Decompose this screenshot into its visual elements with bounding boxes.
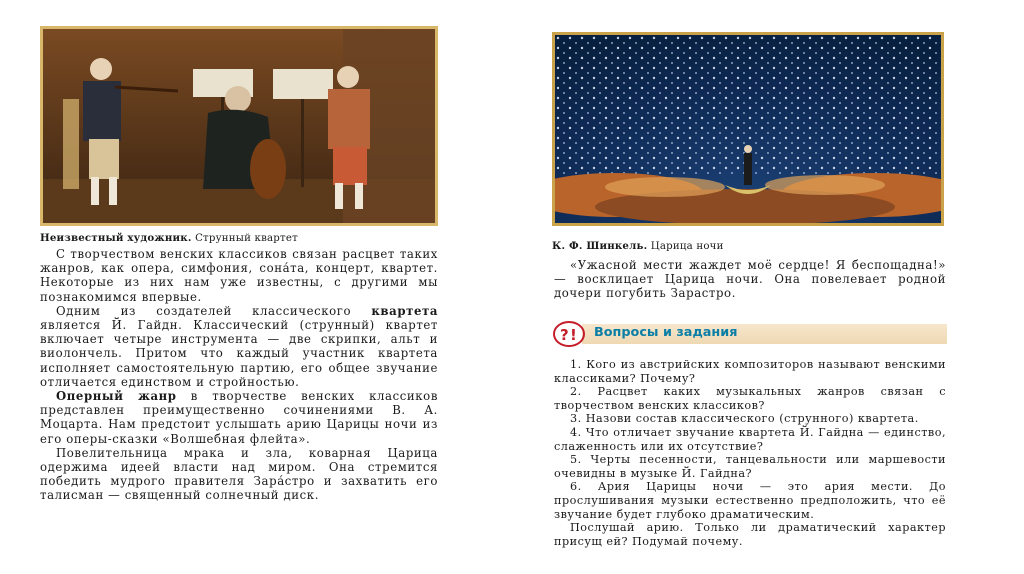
paragraph-text: С творчеством венских классиков связан расцвет таких жанров, как опера, симфония, сона́та, концерт, квартет. Некоторые из них нам уже известны, с другими мы познакомимся впервые.	[40, 247, 438, 304]
questions-section-header	[552, 320, 947, 348]
body-paragraph	[40, 446, 438, 503]
body-paragraph	[40, 247, 438, 304]
question-item: 1. Кого из австрийских композиторов называют венскими классиками? Почему?	[554, 358, 946, 385]
starry-dome-illustration	[555, 35, 941, 223]
question-item: 2. Расцвет каких музыкальных жанров связан с творчеством венских классиков?	[554, 385, 946, 412]
section-title: Вопросы и задания	[594, 325, 738, 340]
queen-of-night-painting	[552, 32, 944, 226]
body-paragraph	[40, 304, 438, 389]
right-body-text	[554, 258, 946, 301]
question-item: Послушай арию. Только ли драматический характер присущ ей? Подумай почему.	[554, 521, 946, 548]
left-page	[38, 18, 443, 568]
question-exclamation-icon	[552, 320, 586, 348]
painting-caption	[40, 232, 298, 244]
paragraph-text: Одним из создателей классического	[56, 303, 372, 318]
question-item: 4. Что отличает звучание квартета Й. Гайдна — единство, слаженность или их отсутствие?	[554, 425, 946, 453]
paragraph-text: Повелительница мрака и зла, коварная Царица одержима идеей власти над миром. Она стремится победить мудрого правителя Зара́стро и захватить его талисман — священный солнечный диск.	[40, 445, 438, 503]
painting-caption-right	[552, 240, 724, 252]
questions-list	[554, 358, 946, 548]
caption-title-right: Царица ночи	[650, 241, 724, 252]
caption-author-right: К. Ф. Шинкель.	[552, 240, 648, 252]
quote-paragraph: «Ужасной мести жаждет моё сердце! Я беспощадна!» — восклицает Царица ночи. Она повелевает родной дочери погубить Зарастро.	[554, 258, 946, 301]
right-page	[546, 18, 951, 568]
string-quartet-painting	[40, 26, 438, 226]
caption-title: Струнный квартет	[195, 233, 298, 244]
question-item: 3. Назови состав классического (струнного) квартета.	[570, 412, 919, 426]
paragraph-text: в творчестве венских классиков представлен преимущественно сочинениями В. А. Моцарта. Нам предстоит услышать арию Царицы ночи из его оперы-сказки «Волшебная флейта».	[40, 389, 439, 446]
paragraph-text: является Й. Гайдн. Классический (струнный) квартет включает четыре инструмента — две скрипки, альт и виолончель. Притом что каждый участник квартета исполняет самостоятельную партию, его общее звучание отличается единством и стройностью.	[40, 318, 438, 389]
svg-text:?: ?	[560, 326, 569, 344]
bold-term: Оперный жанр	[56, 389, 177, 404]
body-paragraph	[40, 389, 438, 446]
bold-term: квартета	[371, 303, 438, 318]
left-body-text	[40, 247, 438, 503]
caption-author: Неизвестный художник.	[40, 232, 192, 244]
string-quartet-illustration	[43, 29, 435, 223]
svg-text:!: !	[570, 326, 577, 344]
question-item: 6. Ария Царицы ночи — это ария мести. До прослушивания музыки естественно предположить, что её звучание будет глубоко драматическим.	[554, 480, 946, 521]
question-item: 5. Черты песенности, танцевальности или маршевости очевидны в музыке Й. Гайдна?	[554, 453, 946, 480]
